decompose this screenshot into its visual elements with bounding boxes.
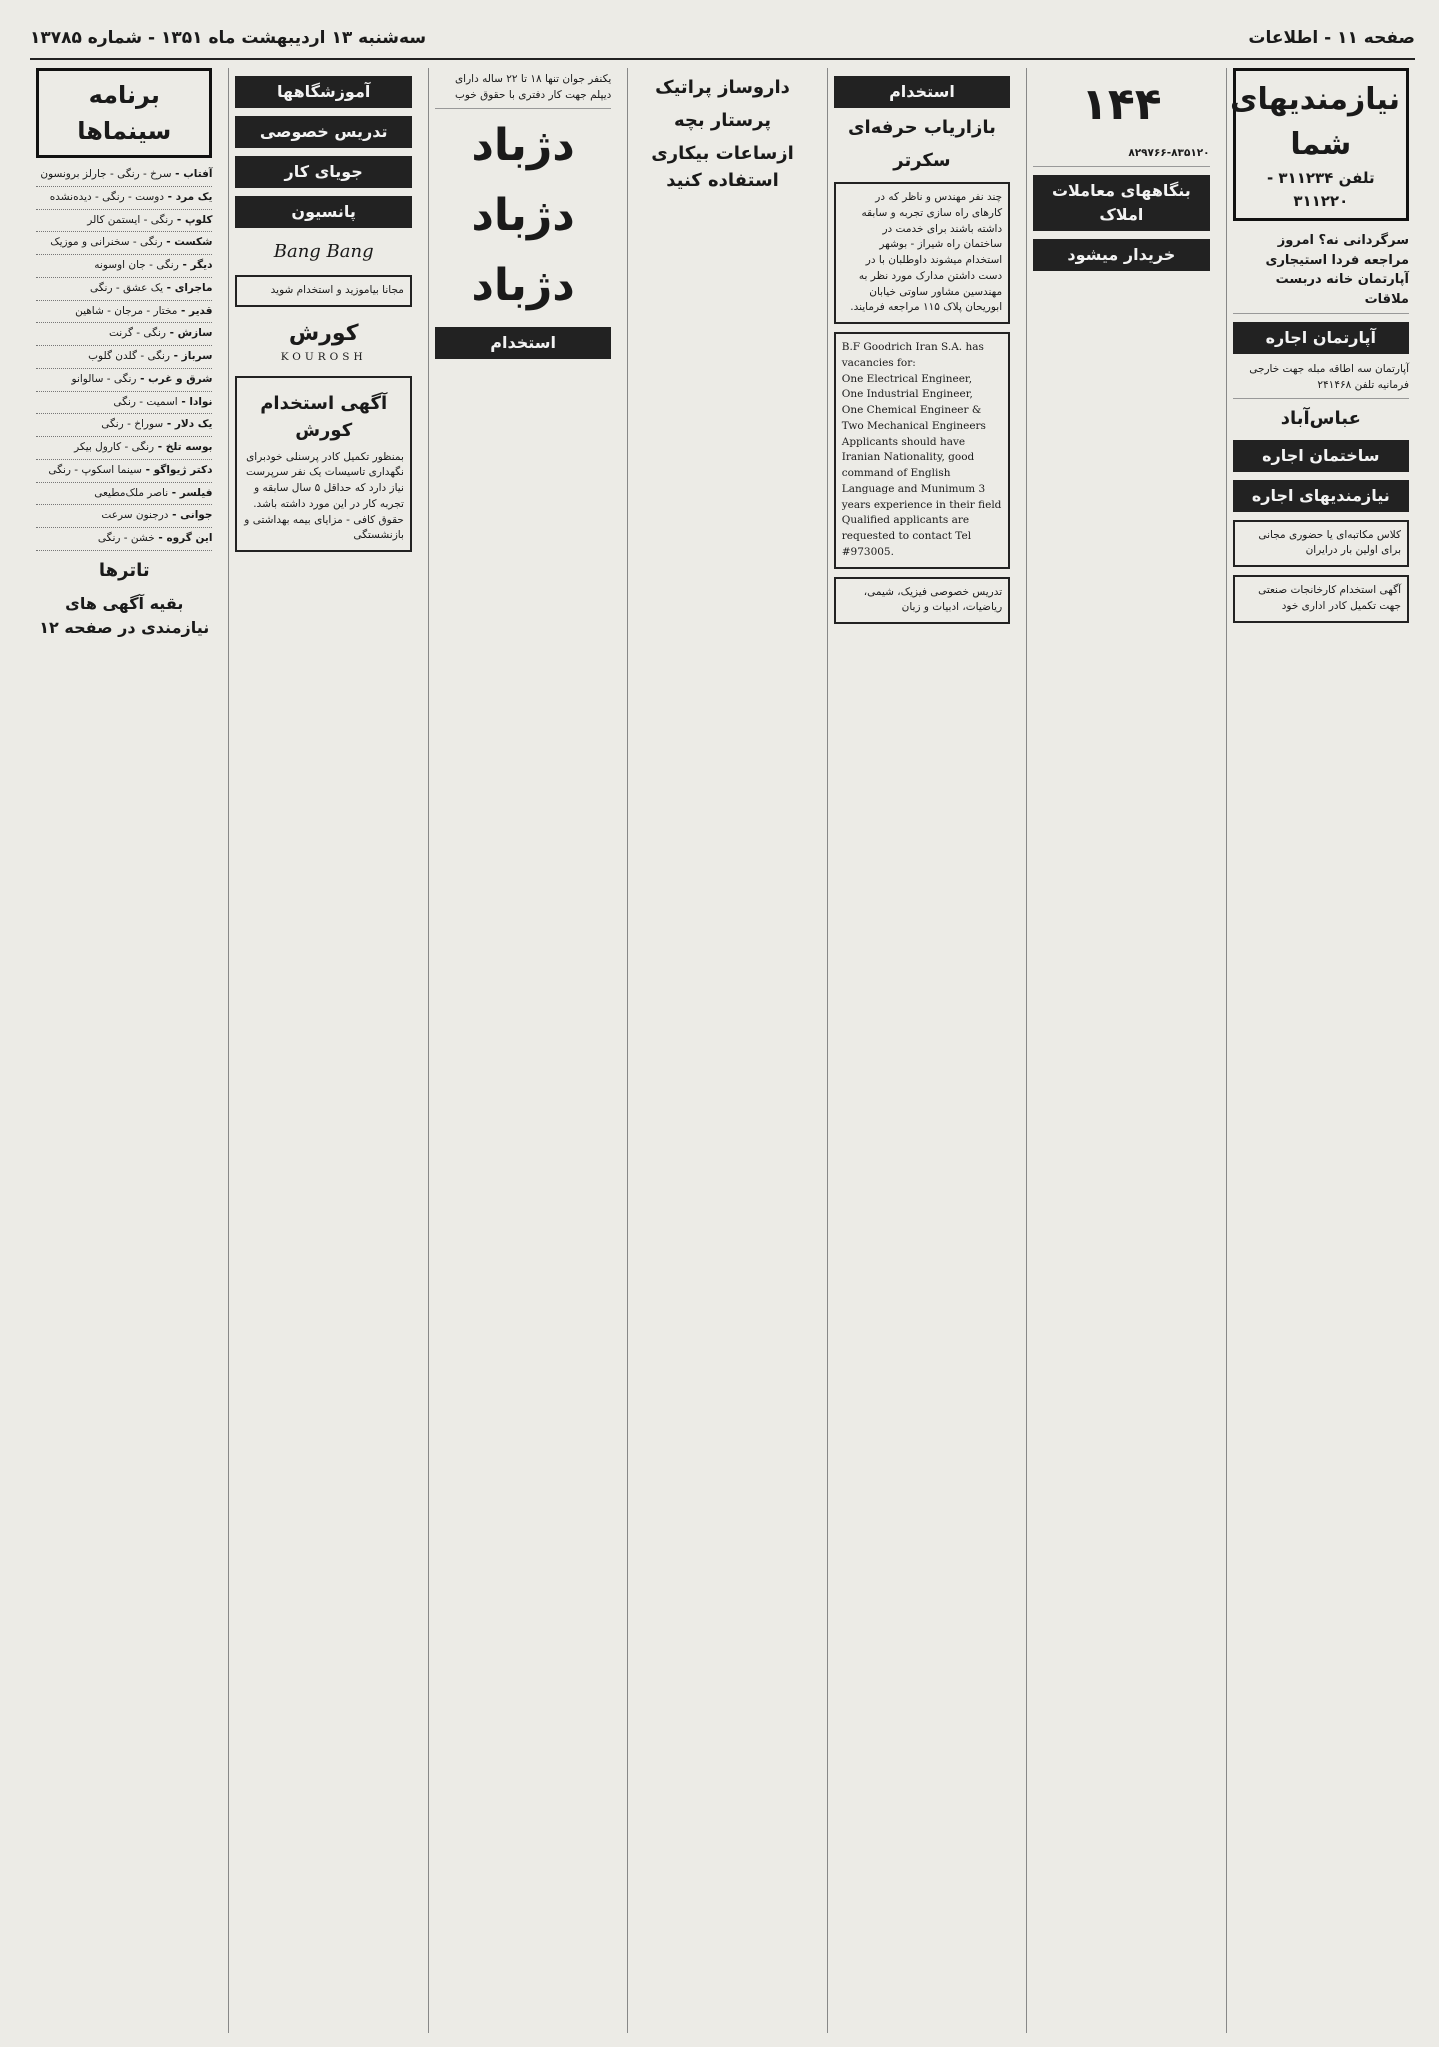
cinema-film: سوراخ - رنگی — [101, 418, 164, 431]
cinema-name: بوسه تلخ — [165, 441, 213, 453]
cinema-name: یک مرد — [175, 190, 213, 203]
agency-phone: ۸۲۹۷۶۶-۸۳۵۱۲۰ — [1033, 142, 1209, 167]
section-private-tutor: تدریس خصوصی — [235, 116, 411, 148]
column-5 — [428, 68, 617, 2033]
cinema-row: دیگر - رنگی - جان اوسونه — [36, 255, 212, 278]
section-apartment: آپارتمان اجاره — [1233, 322, 1409, 354]
kourosh-logo: کورش KOUROSH — [280, 320, 367, 363]
section-cosmetics: داروساز پراتیک — [655, 77, 790, 98]
cinema-title: برنامه سینماها — [77, 81, 172, 145]
cinema-film: اسمیت - رنگی — [113, 395, 178, 408]
cinema-name: سرباز — [181, 350, 213, 362]
cinema-row: جوانی - درجنون سرعت — [36, 505, 212, 528]
cinema-row: شکست - رنگی - سخنرانی و موزیک — [36, 232, 212, 255]
employment-ad-box: آگهی استخدام کارخانجات صنعتی جهت تکمیل کادر اداری خود — [1233, 575, 1409, 623]
section-secretary: سکرتر — [893, 150, 951, 171]
cinema-film: رنگی - سخنرانی و موزیک — [50, 236, 163, 249]
bangbang-logo: Bang Bang — [273, 241, 374, 262]
ad-block: یکنفر جوان تنها ۱۸ تا ۲۲ ساله دارای دیپلم جهت کار دفتری با حقوق خوب — [435, 68, 611, 109]
cinema-film: رنگی - سالوانو — [71, 372, 137, 385]
section-building-rent: ساختمان اجاره — [1233, 440, 1409, 472]
section-music-school: آموزشگاهها — [235, 76, 411, 108]
dezh-heading-1: دژباد — [471, 119, 575, 171]
section-marketing: بازاریاب حرفه‌ای — [848, 117, 996, 138]
cinema-name: شکست — [174, 236, 213, 249]
cinema-name: قدیر — [189, 304, 213, 317]
section-rent-bold: نیازمندیهای اجاره — [1233, 480, 1409, 512]
cinema-row: نوادا - اسمیت - رنگی — [36, 392, 212, 415]
section-buy: خریدار میشود — [1033, 239, 1209, 271]
section-jobs: جویای کار — [235, 156, 411, 188]
column-3 — [827, 68, 1016, 2033]
cinema-name: کلوپ — [184, 213, 213, 226]
tutor-ad: تدریس خصوصی فیزیک، شیمی، ریاضیات، ادبیات و زبان — [834, 577, 1010, 625]
cinema-name: دکتر ژیواگو — [153, 463, 213, 476]
cinema-film: رنگی - گلدن گلوب — [88, 350, 170, 362]
columns — [30, 68, 1415, 2033]
cinema-name: دیگر — [190, 259, 213, 271]
free-training-ad: مجانا بیاموزید و استخدام شوید — [235, 275, 411, 307]
column-7 — [30, 68, 218, 2033]
needs-title: نیازمندیهای شما — [1229, 82, 1400, 162]
cinema-name: ماجرای — [174, 281, 213, 294]
cinema-row: سازش - رنگی - گرنت — [36, 323, 212, 346]
agency-number: ۱۴۴ — [1081, 79, 1162, 130]
continued-note: بقیه آگهی های نیازمندی در صفحه ۱۲ — [39, 593, 210, 637]
cinema-row: آفتاب - سرخ - رنگی - جارلز برونسون — [36, 164, 212, 187]
cinema-row: ماجرای - یک عشق - رنگی — [36, 278, 212, 301]
cinema-row: دکتر ژیواگو - سینما اسکوپ - رنگی — [36, 460, 212, 483]
ad-idle-hours: ازساعات بیکاری استفاده کنید — [651, 143, 794, 191]
cinema-film: مختار - مرجان - شاهین — [75, 304, 178, 317]
cinema-list — [36, 164, 212, 551]
needs-title-box — [1229, 68, 1409, 221]
cinema-film: ناصر ملک‌مطیعی — [94, 486, 169, 499]
cinema-row: یک دلار - سوراخ - رنگی — [36, 414, 212, 437]
column-1 — [1226, 68, 1415, 2033]
cinema-row: این گروه - خشن - رنگی — [36, 528, 212, 551]
cinema-film: خشن - رنگی — [97, 532, 155, 544]
cinema-name: فیلسر — [179, 486, 213, 499]
page-label: صفحه ۱۱ - اطلاعات — [1248, 28, 1415, 48]
cinema-film: دوست - رنگی - دیده‌نشده — [49, 190, 165, 203]
needs-phone: تلفن ۳۱۱۲۳۴ - ۳۱۱۲۲۰ — [1266, 169, 1375, 210]
dezh-heading-3: دژباد — [471, 259, 575, 311]
goodrich-ad: B.F Goodrich Iran S.A. has vacancies for: One Electrical Engineer, One Industrial Engineer, One Chemical Engineer & Two Mechanical Engineers Applicants should have Iranian Nationality, good command of English Language and Munimum 3 years experience in their field Qualified applicants are requested to contact Tel #973005. — [834, 332, 1010, 569]
cinema-film: رنگی - کارول بیکر — [74, 441, 155, 453]
engineer-ad: چند نفر مهندس و ناظر که در کارهای راه سازی تجربه و سابقه داشته باشند برای خدمت در ساختمان راه شیراز - بوشهر استخدام میشوند داوطلبان با در دست داشتن مدارک مورد نظر به مهندسین مشاور ساوتی خیابان ابوریحان پلاک ۱۱۵ مراجعه فرمایند. — [834, 182, 1010, 324]
section-pension: پانسیون — [235, 196, 411, 228]
cinema-row: یک مرد - دوست - رنگی - دیده‌نشده — [36, 187, 212, 210]
column-2 — [1026, 68, 1215, 2033]
dezh-heading-2: دژباد — [471, 189, 575, 241]
cinema-row: شرق و غرب - رنگی - سالوانو — [36, 369, 212, 392]
column-4 — [627, 68, 816, 2033]
cinema-row: کلوپ - رنگی - ایستمن کالر — [36, 210, 212, 233]
cinema-film: رنگی - ایستمن کالر — [87, 213, 174, 226]
cinema-film: سینما اسکوپ - رنگی — [48, 463, 142, 476]
cinema-film: درجنون سرعت — [101, 509, 169, 522]
cinema-row: فیلسر - ناصر ملک‌مطیعی — [36, 483, 212, 506]
kourosh-ad: آگهی استخدام کورش بمنظور تکمیل کادر پرسنلی خودبرای نگهداری تاسیسات یک نفر سرپرست نیاز دارد که حداقل ۵ سال سابقه و تجربه کار در این مورد داشته باشد. حقوق کافی - مزایای بیمه بهداشتی و بازنشستگی — [235, 376, 411, 553]
cinema-name: آفتاب — [183, 168, 213, 180]
cinema-name: این گروه — [166, 532, 213, 544]
cinema-name: سازش — [177, 327, 213, 340]
ad-block: سرگردانی نه؟ امروز مراجعه فردا استیجاری آپارتمان خانه دربست ملاقات — [1233, 227, 1409, 314]
cinema-film: یک عشق - رنگی — [89, 281, 164, 294]
cinema-film: سرخ - رنگی - جارلز برونسون — [40, 168, 172, 180]
section-nurse: پرستار بچه — [674, 110, 772, 131]
section-real-estate: بنگاههای معاملات املاک — [1033, 175, 1209, 231]
cinema-name: جوانی — [180, 509, 213, 522]
cinema-name: نوادا — [189, 395, 213, 408]
column-6 — [228, 68, 417, 2033]
class-ad-box: کلاس مکاتبه‌ای یا حضوری مجانی برای اولین بار درایران — [1233, 520, 1409, 568]
cinema-name: شرق و غرب — [148, 372, 213, 385]
section-employment: استخدام — [834, 76, 1010, 108]
ad-block: آپارتمان سه اطاقه مبله جهت خارجی فرمانیه تلفن ۲۴۱۴۶۸ — [1233, 358, 1409, 399]
section-abbasabad: عباس‌آباد — [1280, 407, 1361, 429]
cinema-row: سرباز - رنگی - گلدن گلوب — [36, 346, 212, 369]
section-employment-2: استخدام — [435, 327, 611, 359]
cinema-title-box — [36, 68, 212, 158]
cinema-film: رنگی - گرنت — [108, 327, 166, 340]
cinema-row: بوسه تلخ - رنگی - کارول بیکر — [36, 437, 212, 460]
page-header — [30, 18, 1415, 60]
theater-title: تاترها — [98, 559, 150, 581]
cinema-row: قدیر - مختار - مرجان - شاهین — [36, 301, 212, 324]
cinema-name: یک دلار — [174, 418, 213, 431]
cinema-film: رنگی - جان اوسونه — [94, 259, 179, 271]
issue-date: سه‌شنبه ۱۳ اردیبهشت ماه ۱۳۵۱ - شماره ۱۳۷۸۵ — [30, 28, 427, 48]
